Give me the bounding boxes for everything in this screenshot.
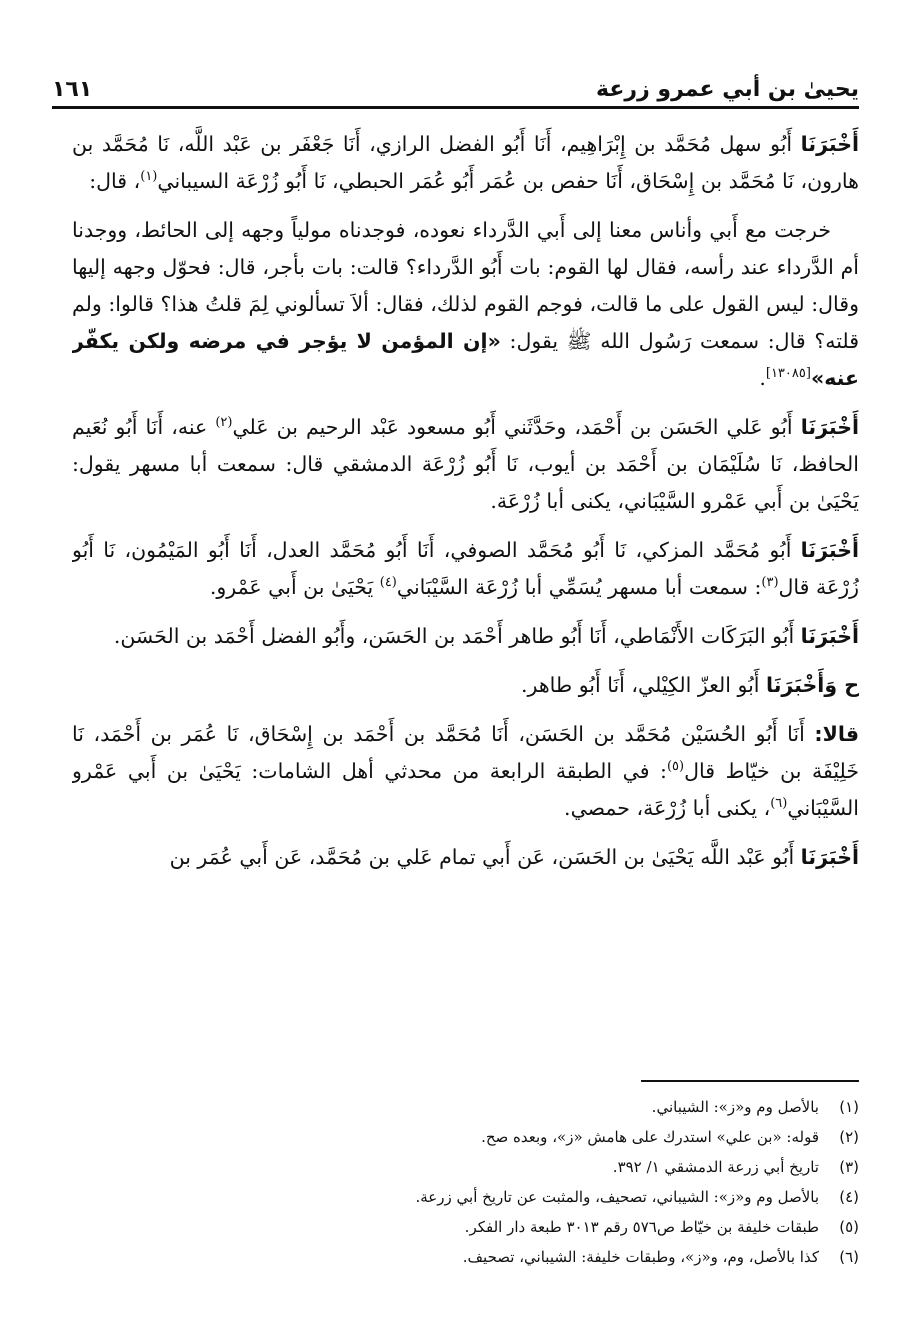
main-text <box>72 126 859 1066</box>
paragraph-text: أَبُو مُحَمَّد المزكي، نَا أَبُو مُحَمَّد الصوفي، أَنَا أَبُو مُحَمَّد العدل، أَنَا أَبُو المَيْمُون، نَا أَبُو زُرْعَة قال <box>72 538 859 599</box>
footnote-ref: (٦) <box>770 796 788 812</box>
paragraph-3 <box>72 409 859 520</box>
footnote-ref: (٣) <box>761 575 779 591</box>
footnote-number: (٣) <box>839 1158 859 1176</box>
footnote-text: كذا بالأصل، وم، و«ز»، وطبقات خليفة: الشيباني، تصحيف. <box>462 1248 819 1266</box>
isnad-lead: أَخْبَرَنَا <box>800 624 859 648</box>
paragraph-5 <box>72 618 859 655</box>
footnote-rule <box>641 1080 859 1082</box>
footnote-4 <box>60 1182 859 1212</box>
isnad-lead: ح وَأَخْبَرَنَا <box>766 673 859 697</box>
footnote-text: قوله: «بن علي» استدرك على هامش «ز»، وبعده صح. <box>481 1128 819 1146</box>
isnad-lead: أَخْبَرَنَا <box>800 538 859 562</box>
paragraph-tail: : سمعت أبا مسهر يُسَمِّي أبا زُرْعَة السَّيْبَاني <box>396 575 762 599</box>
footnote-text: طبقات خليفة بن خيّاط ص٥٧٦ رقم ٣٠١٣ طبعة دار الفكر. <box>464 1218 819 1236</box>
paragraph-text: أَبُو البَرَكَات الأَنْمَاطي، أَنَا أَبُو طاهر أَحْمَد بن الحَسَن، وأَبُو الفضل أَحْمَد بن الحَسَن. <box>113 624 801 648</box>
paragraph-text: أَبُو عَبْد اللَّه يَحْيَىٰ بن الحَسَن، عَن أَبي تمام عَلي بن مُحَمَّد، عَن أَبي عُمَر بن <box>169 845 801 869</box>
paragraph-text: خرجت مع أَبي وأناس معنا إلى أَبي الدَّرداء نعوده، فوجدناه مولياً وجهه إلى الحائط، ووجدنا أم الدَّرداء عند رأسه، فقال لها القوم: بات أَبُو الدَّرداء؟ قالت: بات بأجر، قال: فحوّل وجهه إليها وقال: ليس القول على ما قالت، فوجم القوم لذلك، فقال: ألاَ تسألوني لِمَ قلتُ هذا؟ قالوا: ولم قلته؟ قال: سمعت رَسُول الله ﷺ يقول: <box>72 218 859 353</box>
running-title: يحيىٰ بن أبي عمرو زرعة <box>596 77 859 102</box>
footnote-ref: (١) <box>140 169 158 185</box>
footnote-ref: (٢) <box>215 415 233 431</box>
paragraph-tail: ، يكنى أبا زُرْعَة، حمصي. <box>564 796 771 820</box>
paragraph-text: أَبُو العزّ الكِيْلي، أَنَا أَبُو طاهر. <box>521 673 767 697</box>
paragraph-text: أَبُو سهل مُحَمَّد بن إِبْرَاهِيم، أَنَا أَبُو الفضل الرازي، أَنَا جَعْفَر بن عَبْد اللَّه، نَا مُحَمَّد بن هارون، نَا مُحَمَّد بن إِسْحَاق، أَنَا حفص بن عُمَر أَبُو عُمَر الحبطي، نَا أَبُو زُرْعَة السيباني <box>72 132 859 193</box>
paragraph-text: أَنَا أَبُو الحُسَيْن مُحَمَّد بن الحَسَن، أَنَا مُحَمَّد بن أَحْمَد بن إِسْحَاق، نَا عُمَر بن أَحْمَد، نَا خَلِيْفَة بن خيّاط قال <box>72 722 859 783</box>
footnote-number: (٤) <box>839 1188 859 1206</box>
footnote-1 <box>60 1092 859 1122</box>
footnote-2 <box>60 1122 859 1152</box>
footnote-5 <box>60 1212 859 1242</box>
footnotes <box>60 1092 859 1272</box>
footnote-number: (١) <box>839 1098 859 1116</box>
paragraph-2 <box>72 212 859 397</box>
isnad-lead: أَخْبَرَنَا <box>800 845 859 869</box>
paragraph-tail: يَحْيَىٰ بن أَبي عَمْرو. <box>209 575 380 599</box>
footnote-ref: (٥) <box>666 759 685 775</box>
hadith-number: [١٣٠٨٥] <box>765 366 811 382</box>
paragraph-tail: عنه، أَنَا أَبُو نُعَيم الحافظ، نَا سُلَيْمَان بن أَحْمَد بن أيوب، نَا أَبُو زُرْعَة الدمشقي قال: سمعت أبا مسهر يقول: يَحْيَىٰ بن أَبي عَمْرو السَّيْبَاني، يكنى أبا زُرْعَة. <box>72 415 859 513</box>
page-number: ١٦١ <box>52 77 93 102</box>
footnote-ref: (٤) <box>379 575 397 591</box>
header-rule <box>52 106 859 109</box>
paragraph-4 <box>72 532 859 606</box>
isnad-lead: أَخْبَرَنَا <box>800 415 859 439</box>
footnote-text: بالأصل وم و«ز»: الشيباني. <box>651 1098 819 1116</box>
paragraph-tail: : في الطبقة الرابعة من محدثي أهل الشامات: يَحْيَىٰ بن أَبي عَمْرو السَّيْبَاني <box>72 759 859 820</box>
footnote-6 <box>60 1242 859 1272</box>
footnote-number: (٢) <box>839 1128 859 1146</box>
page-header <box>52 62 859 108</box>
paragraph-6 <box>72 667 859 704</box>
isnad-lead: أَخْبَرَنَا <box>800 132 859 156</box>
paragraph-text: أَبُو عَلي الحَسَن بن أَحْمَد، وحَدَّثَني أَبُو مسعود عَبْد الرحيم بن عَلي <box>232 415 801 439</box>
footnote-number: (٦) <box>839 1248 859 1266</box>
paragraph-1 <box>72 126 859 200</box>
paragraph-tail: . <box>759 366 766 390</box>
footnote-text: تاريخ أبي زرعة الدمشقي ١/ ٣٩٢. <box>612 1158 819 1176</box>
isnad-lead: قالا: <box>814 722 859 746</box>
paragraph-8 <box>72 839 859 876</box>
footnote-number: (٥) <box>839 1218 859 1236</box>
footnote-3 <box>60 1152 859 1182</box>
paragraph-7 <box>72 716 859 827</box>
hadith-text: «إن المؤمن لا يؤجر في مرضه ولكن يكفّر عنه» <box>72 329 859 390</box>
footnote-text: بالأصل وم و«ز»: الشيباني، تصحيف، والمثبت عن تاريخ أبي زرعة. <box>415 1188 819 1206</box>
paragraph-tail: ، قال: <box>89 169 141 193</box>
